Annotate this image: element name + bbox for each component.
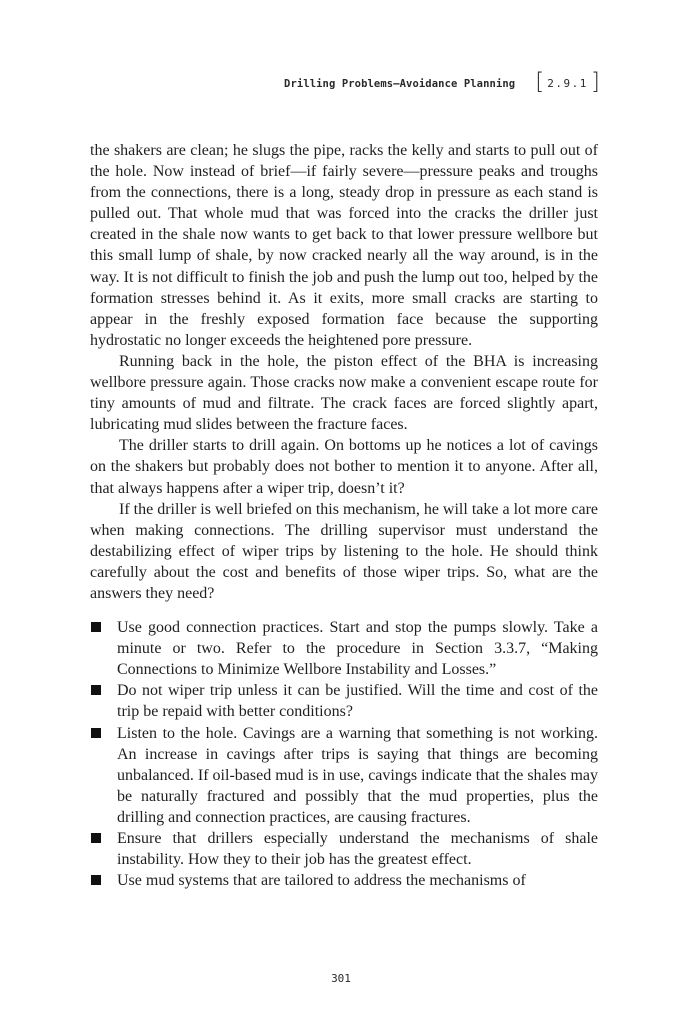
square-bullet-icon [91,685,101,695]
section-number: 2.9.1 [547,77,588,90]
paragraph: If the driller is well briefed on this mechanism, he will take a lot more care when making connections. The drilling supervisor must understand the destabilizing effect of wiper trips by listening to the hole. He should think carefully about the cost and benefits of those wiper trips. So, what are the answers they need? [90,500,598,602]
running-head [284,69,600,95]
section-number-block [535,69,600,95]
list-item [90,723,598,828]
square-bullet-icon [91,875,101,885]
right-bracket: ] [590,69,600,95]
running-title: Drilling Problems—Avoidance Planning [284,77,516,90]
square-bullet-icon [91,833,101,843]
page-number: 301 [331,972,351,985]
recommendations-list [90,617,598,891]
list-item [90,617,598,680]
list-item-text: Listen to the hole. Cavings are a warning that something is not working. An increase in cavings after trips is saying that things are becoming unbalanced. If oil-based mud is in use, cavings indicate that the shales may be naturally fractured and possibly that the mud properties, plus the drilling and connection practices, are causing fractures. [117,724,598,826]
paragraph-continuation: the shakers are clean; he slugs the pipe, racks the kelly and starts to pull out of the hole. Now instead of brief—if fairly severe—pressure peaks and troughs from the connections, there is a long, steady drop in pressure as each stand is pulled out. That whole mud that was forced into the cracks the driller just created in the shale now wants to get back to that lower pressure wellbore but this small lump of shale, by now cracked nearly all the way around, is in the way. It is not difficult to finish the job and push the lump out too, helped by the formation stresses behind it. As it exits, more small cracks are starting to appear in the freshly exposed formation face because the supporting hydrostatic no longer exceeds the heightened pore pressure. [90,142,598,349]
list-item [90,870,598,891]
left-bracket: [ [535,69,545,95]
paragraph: Running back in the hole, the piston effect of the BHA is increasing wellbore pressure again. Those cracks now make a convenient escape route for tiny amounts of mud and filtrate. The crack faces are forced slightly apart, lubricating mud slides between the fracture faces. [90,352,598,434]
square-bullet-icon [91,728,101,738]
paragraph: The driller starts to drill again. On bottoms up he notices a lot of cavings on the shakers but probably does not bother to mention it to anyone. After all, that always happens after a wiper trip, doesn’t it? [90,437,598,497]
list-item-text: Use mud systems that are tailored to address the mechanisms of [117,872,526,890]
body-text [90,140,598,891]
list-item-text: Ensure that drillers especially understand the mechanisms of shale instability. How they to their job has the greatest effect. [117,830,598,869]
list-item-text: Do not wiper trip unless it can be justified. Will the time and cost of the trip be repaid with better conditions? [117,682,598,721]
list-item [90,680,598,722]
square-bullet-icon [91,622,101,632]
list-item [90,828,598,870]
list-item-text: Use good connection practices. Start and stop the pumps slowly. Take a minute or two. Refer to the procedure in Section 3.3.7, “Making Connections to Minimize Wellbore Instability and Losses.” [117,619,598,679]
